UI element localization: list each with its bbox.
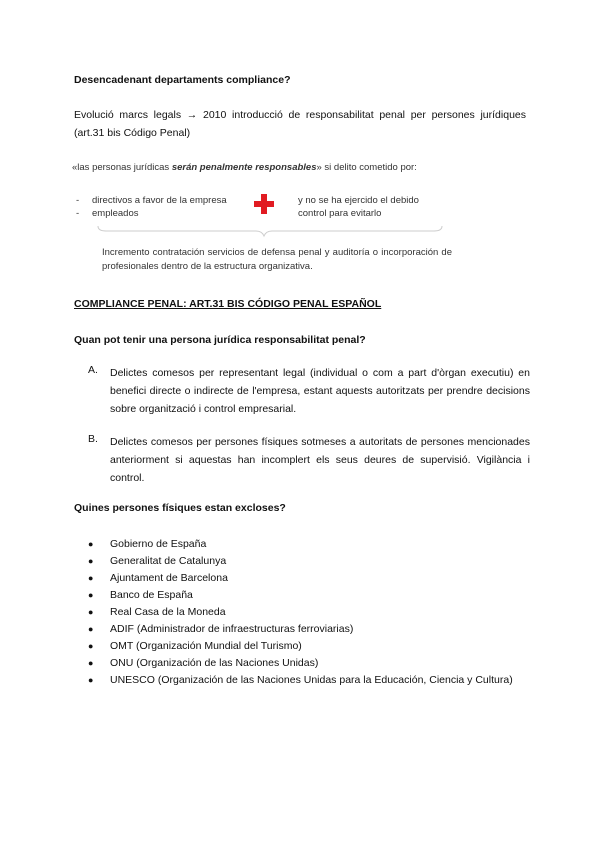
figure-conclusion: Incremento contratación servicios de defensa penal y auditoría o incorporación de profesionales dentro de la estructura organizativa.	[102, 247, 452, 272]
curly-brace-divider	[96, 224, 446, 238]
list-item-text: Gobierno de España	[110, 538, 207, 550]
figure-title-pre: «las personas jurídicas	[72, 162, 172, 173]
list-item-text: Generalitat de Catalunya	[110, 555, 227, 567]
figure-item-directivos: directivos a favor de la empresa	[92, 195, 227, 206]
figure-item-dash: -	[76, 208, 80, 219]
intro-paragraph: Evolució marcs legals → 2010 introducció de responsabilitat penal per persones jurídiques (art.31 bis Código Penal)	[74, 109, 526, 139]
question-when-liable: Quan pot tenir una persona jurídica responsabilitat penal?	[74, 334, 366, 346]
alpha-marker: B.	[88, 433, 98, 445]
section-title: COMPLIANCE PENAL: ART.31 BIS CÓDIGO PENAL ESPAÑOL	[74, 298, 382, 310]
document-page: Desencadenant departaments compliance? Evolució marcs legals → 2010 introducció de responsabilitat penal per persones jurídiques (art.31 bis Código Penal) «las personas jurídicas serán penalmente responsables» si delito cometido por: - directivos a favor de la empresa - empleados y no se ha ejercido el debido control para evitarlo Incremento contratación servicios de defensa penal y auditoría o incorporación de profesionales dentro de la estructura organizativa. COMPLIANCE PENAL: ART.31 BIS CÓDIGO PENAL ESPAÑOL Quan pot tenir una persona jurídica responsabilitat penal? A. Delictes comesos per representant legal (individual o com a part d'òrgan executiu) en benefici directe o indirecte de l'empresa, estant aquests autoritzats per prendre decisions sobre organització i control empresarial. B. Delictes comesos per persones físiques sotmeses a autoritats de persones mencionades anteriorment si aquestas han incomplert els seus deures de supervisió. Vigilància i control. Quines persones físiques estan excloses? ● Gobierno de España ● Generalitat de Catalunya ● Ajuntament de Barcelona ● Banco de España ● Real Casa de la Moneda ● ADIF (Administrador de infraestructuras ferroviarias) ● OMT (Organización Mundial del Turismo) ● ONU (Organización de las Naciones Unidas) ● UNESCO (Organización de las Naciones Unidas para la Educación, Ciencia y Cultura)	[0, 0, 600, 848]
figure-title	[72, 162, 417, 173]
alpha-text: Delictes comesos per representant legal (individual o com a part d'òrgan executiu) en benefici directe o indirecte de l'empresa, estant aquests autoritzats per prendre decisions sobre organització i control empresarial.	[110, 367, 530, 415]
list-item-text: Ajuntament de Barcelona	[110, 572, 228, 584]
legal-figure	[66, 158, 452, 278]
list-item-text: Real Casa de la Moneda	[110, 606, 226, 618]
figure-right-line2: control para evitarlo	[298, 208, 382, 219]
figure-title-bold: serán penalmente responsables	[171, 162, 317, 173]
heading-compliance-trigger: Desencadenant departaments compliance?	[74, 74, 291, 86]
alpha-text: Delictes comesos per persones físiques sotmeses a autoritats de persones mencionades anteriorment si aquestas han incomplert els seus deures de supervisió. Vigilància i control.	[110, 436, 530, 484]
list-item-text: ADIF (Administrador de infraestructuras ferroviarias)	[110, 623, 354, 635]
question-excluded: Quines persones físiques estan excloses?	[74, 502, 286, 514]
list-item-text: Banco de España	[110, 589, 193, 601]
list-item-text: UNESCO (Organización de las Naciones Unidas para la Educación, Ciencia y Cultura)	[110, 674, 513, 686]
figure-item-dash: -	[76, 195, 80, 206]
figure-item-empleados: empleados	[92, 208, 139, 219]
red-cross-icon	[254, 194, 274, 214]
figure-title-post: » si delito cometido por:	[316, 162, 417, 173]
list-item-text: OMT (Organización Mundial del Turismo)	[110, 640, 302, 652]
alpha-marker: A.	[88, 364, 98, 376]
list-item-text: ONU (Organización de las Naciones Unidas)	[110, 657, 319, 669]
figure-right-line1: y no se ha ejercido el debido	[298, 195, 419, 206]
